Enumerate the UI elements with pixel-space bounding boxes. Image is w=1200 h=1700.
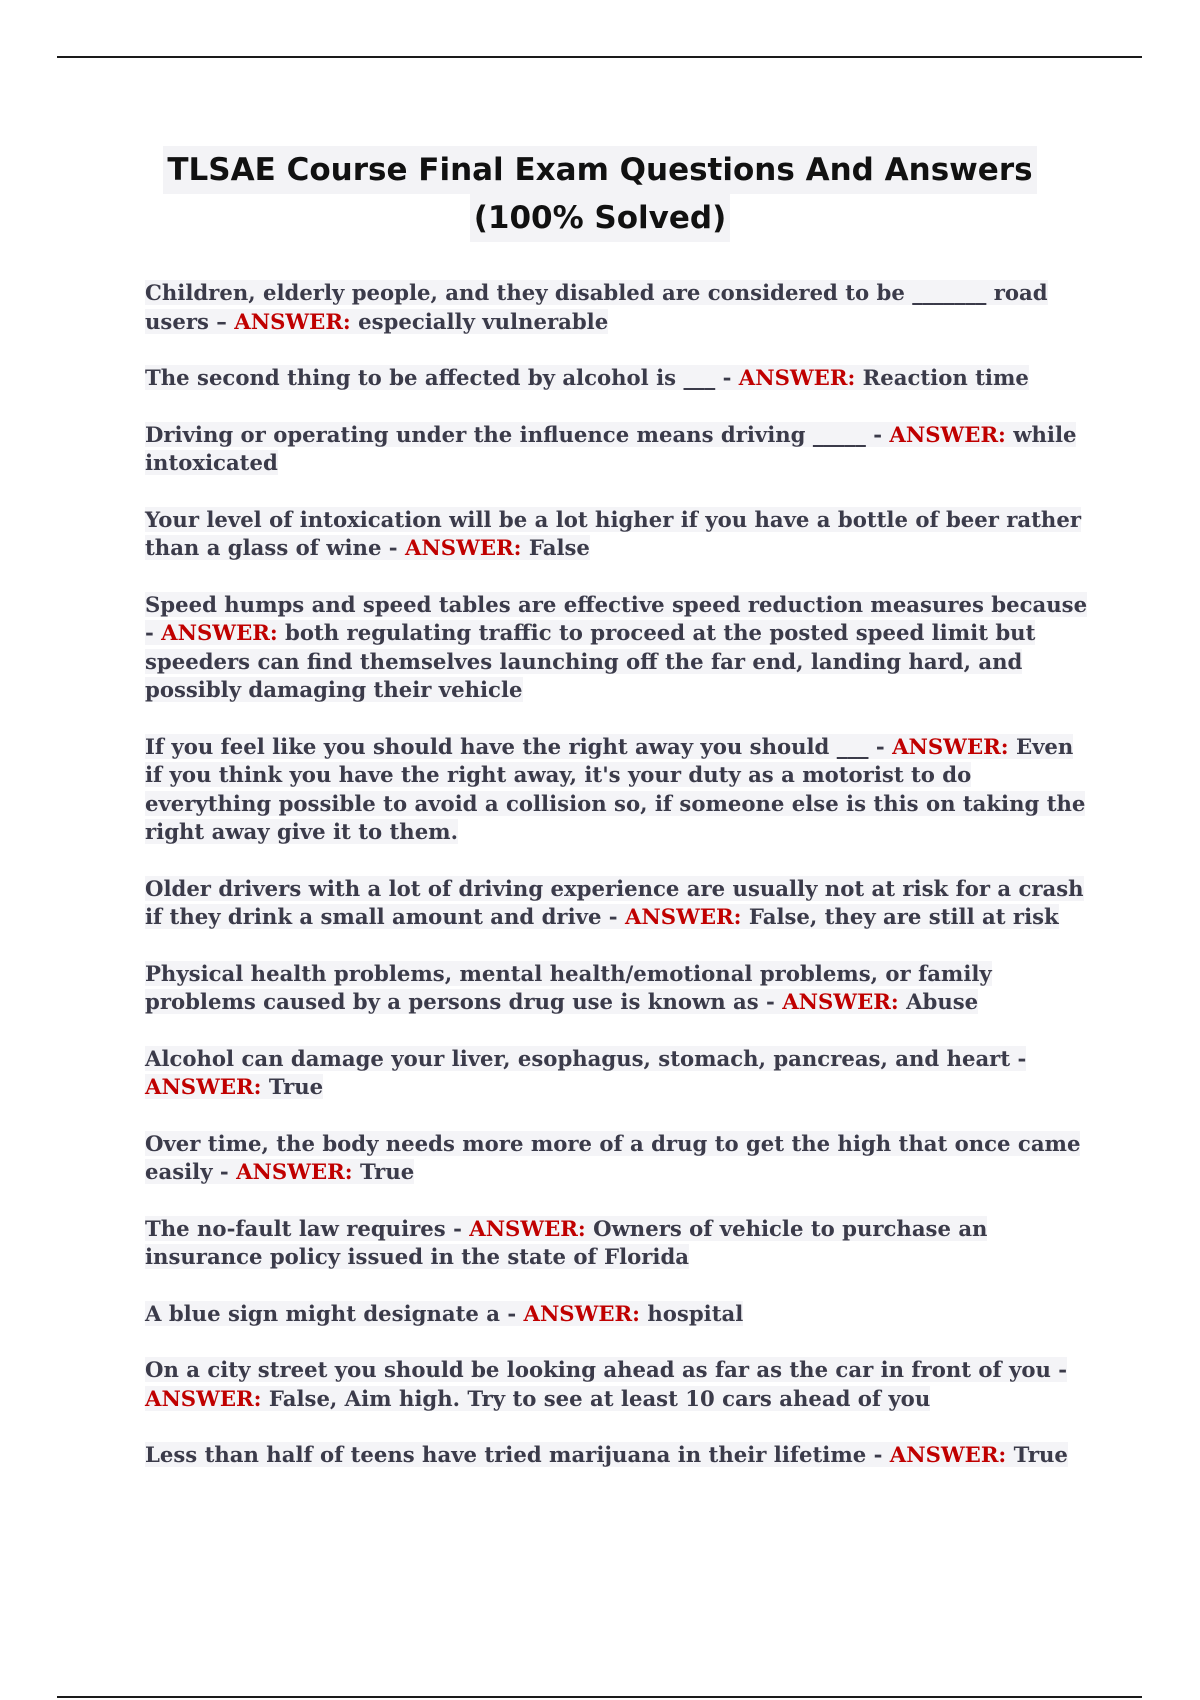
question-text: The second thing to be affected by alcohol is ___ - bbox=[145, 365, 739, 390]
question-text: On a city street you should be looking ahead as far as the car in front of you - bbox=[145, 1357, 1068, 1382]
qa-item bbox=[145, 591, 1091, 705]
answer-text: while intoxicated bbox=[145, 421, 1077, 475]
top-rule bbox=[57, 56, 1142, 58]
answer-label: ANSWER: bbox=[738, 365, 856, 390]
qa-item bbox=[145, 1045, 1091, 1102]
question-text: Children, elderly people, and they disabled are considered to be _______ road users – bbox=[145, 280, 1048, 334]
answer-label: ANSWER: bbox=[236, 1159, 353, 1184]
answer-text: True bbox=[1006, 1442, 1068, 1467]
question-text: Older drivers with a lot of driving experience are usually not at risk for a crash if they drink a small amount and drive - bbox=[145, 875, 1084, 929]
qa-item bbox=[145, 960, 1091, 1017]
question-text: Physical health problems, mental health/emotional problems, or family problems caused by a persons drug use is known as - bbox=[145, 960, 992, 1014]
qa-item bbox=[145, 733, 1091, 847]
question-text: Speed humps and speed tables are effective speed reduction measures because - bbox=[145, 591, 1088, 645]
answer-text: True bbox=[352, 1159, 415, 1184]
qa-item bbox=[145, 875, 1091, 932]
qa-item bbox=[145, 1215, 1091, 1272]
answer-text: True bbox=[261, 1074, 324, 1099]
question-text: Less than half of teens have tried marijuana in their lifetime - bbox=[145, 1442, 890, 1467]
question-text: Alcohol can damage your liver, esophagus, stomach, pancreas, and heart - bbox=[145, 1045, 1027, 1071]
answer-text: Owners of vehicle to purchase an insurance policy issued in the state of Florida bbox=[145, 1215, 988, 1269]
answer-text: False bbox=[521, 535, 590, 560]
title-line-1: TLSAE Course Final Exam Questions And Answers bbox=[163, 146, 1036, 194]
title-line-2: (100% Solved) bbox=[470, 194, 731, 242]
answer-label: ANSWER: bbox=[624, 904, 742, 929]
qa-item bbox=[145, 1130, 1091, 1187]
qa-item bbox=[145, 421, 1091, 478]
question-text: Driving or operating under the influence means driving _____ - bbox=[145, 421, 890, 447]
answer-label: ANSWER: bbox=[145, 1074, 262, 1099]
answer-text: Even if you think you have the right away, it's your duty as a motorist to do everything possible to avoid a collision so, if someone else is this on taking the right away give it to them. bbox=[145, 733, 1086, 844]
answer-label: ANSWER: bbox=[889, 421, 1006, 447]
qa-list bbox=[145, 279, 1091, 1498]
qa-item bbox=[145, 506, 1091, 563]
answer-label: ANSWER: bbox=[234, 308, 351, 334]
bottom-rule bbox=[57, 1696, 1142, 1698]
answer-text: False, Aim high. Try to see at least 10 cars ahead of you bbox=[261, 1385, 931, 1411]
answer-label: ANSWER: bbox=[889, 1442, 1007, 1467]
answer-text: especially vulnerable bbox=[350, 308, 609, 334]
answer-label: ANSWER: bbox=[145, 1385, 262, 1411]
question-text: Over time, the body needs more more of a drug to get the high that once came easily - bbox=[145, 1130, 1081, 1184]
qa-item bbox=[145, 1441, 1091, 1470]
qa-item bbox=[145, 279, 1091, 336]
answer-text: hospital bbox=[639, 1300, 744, 1326]
qa-item bbox=[145, 364, 1091, 393]
answer-label: ANSWER: bbox=[892, 733, 1009, 759]
question-text: A blue sign might designate a - bbox=[145, 1300, 524, 1326]
answer-label: ANSWER: bbox=[782, 989, 899, 1014]
question-text: Your level of intoxication will be a lot higher if you have a bottle of beer rather than a glass of wine - bbox=[145, 506, 1081, 560]
answer-label: ANSWER: bbox=[404, 535, 522, 560]
question-text: The no-fault law requires - bbox=[145, 1215, 470, 1241]
answer-text: both regulating traffic to proceed at the posted speed limit but speeders can find themselves launching off the far end, landing hard, and possibly damaging their vehicle bbox=[145, 620, 1036, 702]
question-text: If you feel like you should have the right away you should ___ - bbox=[145, 733, 893, 759]
answer-text: Abuse bbox=[898, 989, 979, 1014]
answer-label: ANSWER: bbox=[161, 620, 278, 645]
answer-label: ANSWER: bbox=[469, 1215, 586, 1241]
document-title bbox=[0, 146, 1200, 242]
answer-label: ANSWER: bbox=[523, 1300, 640, 1326]
qa-item bbox=[145, 1356, 1091, 1413]
answer-text: Reaction time bbox=[855, 365, 1029, 390]
answer-text: False, they are still at risk bbox=[741, 904, 1059, 929]
qa-item bbox=[145, 1300, 1091, 1329]
